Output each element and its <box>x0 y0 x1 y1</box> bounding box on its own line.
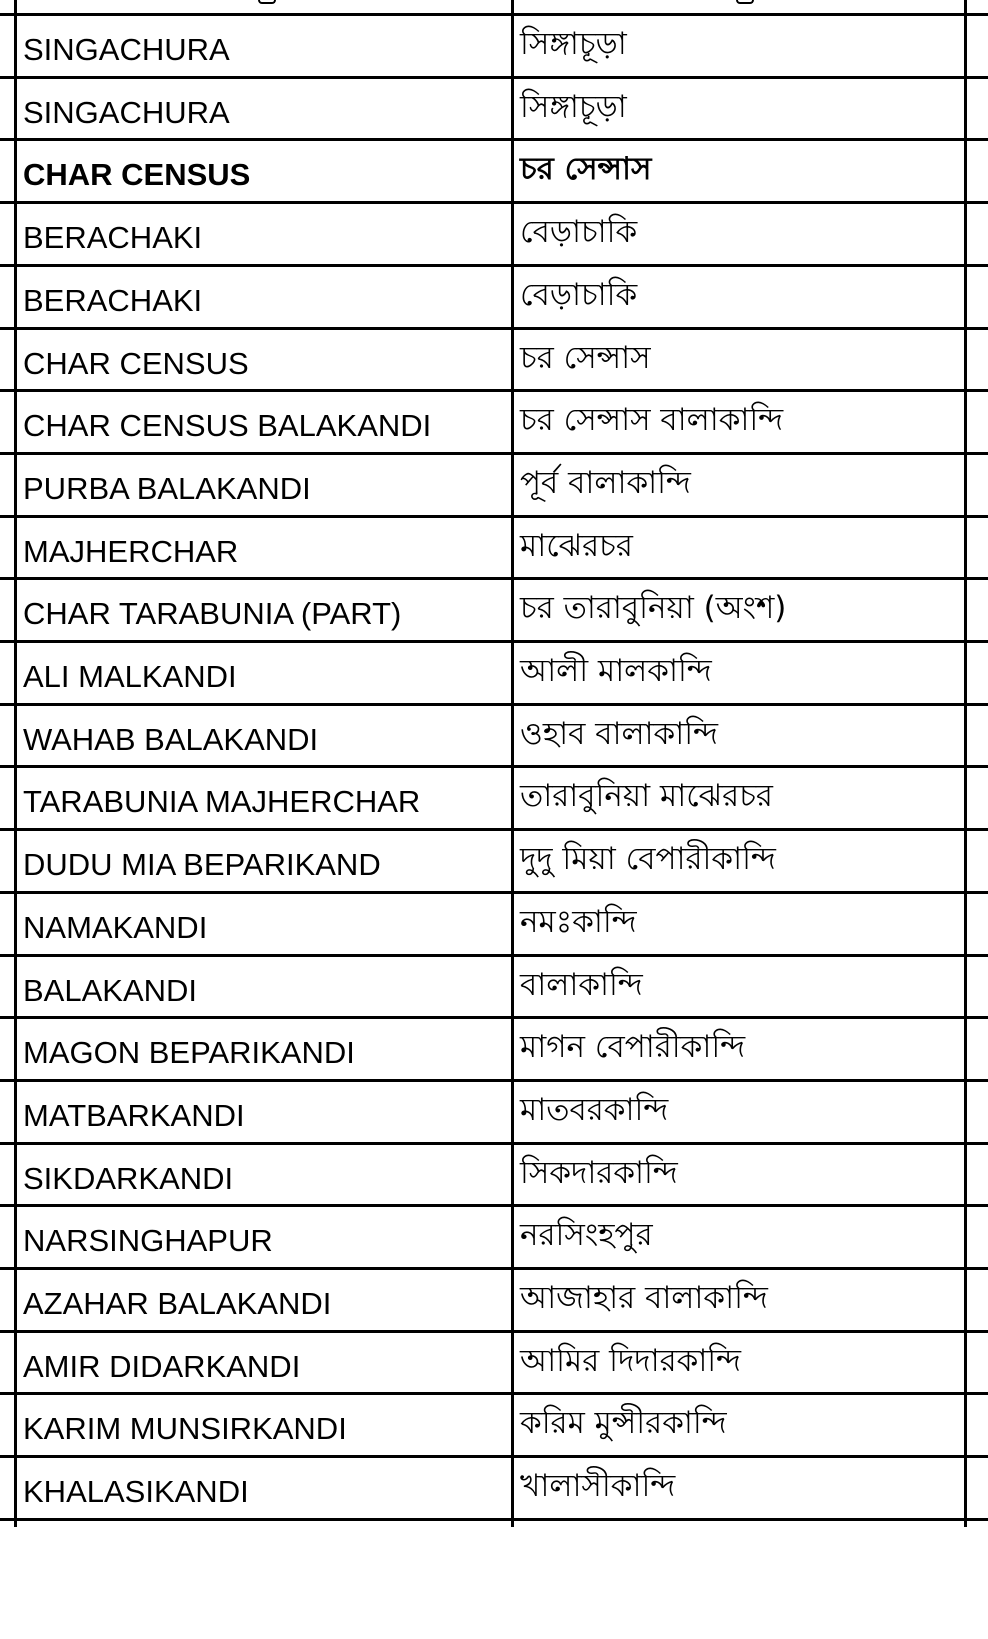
bengali-name-cell: মাতবরকান্দি <box>520 1091 669 1128</box>
table-row <box>0 1331 988 1394</box>
english-name-cell: KARIM MUNSIRKANDI <box>23 1411 347 1447</box>
english-name-cell: AZAHAR BALAKANDI <box>23 1286 332 1321</box>
english-name-cell: WAHAB BALAKANDI <box>23 721 319 757</box>
bengali-name-cell: চর তারাবুনিয়া (অংশ) <box>520 590 787 627</box>
table-row <box>0 203 988 266</box>
bengali-name-cell: তারাবুনিয়া মাঝেরচর <box>520 778 773 815</box>
table-row <box>0 1143 988 1206</box>
table-row <box>0 1269 988 1332</box>
bengali-name-cell: আলী মালকান্দি <box>520 653 712 689</box>
table-row <box>0 1018 988 1081</box>
table-row <box>0 516 988 579</box>
english-name-cell: CHAR CENSUS <box>23 345 249 381</box>
bengali-name-cell: মাগন বেপারীকান্দি <box>520 1029 746 1066</box>
table-row <box>0 767 988 830</box>
english-name-cell: BALAKANDI <box>23 972 198 1008</box>
english-name-cell: ALI MALKANDI <box>23 659 237 694</box>
bengali-name-cell: নরসিংহপুর <box>520 1217 653 1254</box>
bengali-name-cell: আজাহার বালাকান্দি <box>520 1280 768 1316</box>
english-name-cell: CHAR CENSUS BALAKANDI <box>23 408 432 444</box>
table-row <box>0 642 988 705</box>
english-name-cell: SINGACHURA <box>23 94 230 130</box>
table-row <box>0 830 988 893</box>
english-name-cell: CHAR TARABUNIA (PART) <box>23 596 402 632</box>
bengali-name-cell: দুদু মিয়া বেপারীকান্দি <box>520 841 776 878</box>
english-name-cell: CHAR CENSUS <box>23 157 251 193</box>
bengali-name-cell: নমঃকান্দি <box>520 903 637 940</box>
english-name-cell: BERACHAKI <box>23 220 203 256</box>
table-row <box>0 704 988 767</box>
table-row <box>0 15 988 78</box>
bengali-name-cell: বেড়াচাকি <box>520 276 638 313</box>
table-row <box>0 1080 988 1143</box>
english-name-cell: KHALASIKANDI <box>23 1474 249 1510</box>
bengali-name-cell: চর সেন্সাস বালাকান্দি <box>520 402 784 439</box>
table-row <box>0 77 988 140</box>
bengali-name-cell: করিম মুন্সীরকান্দি <box>520 1405 727 1442</box>
cut-off-header-mark-left <box>258 0 276 4</box>
table-row <box>0 453 988 516</box>
table-row-divider <box>0 1518 988 1521</box>
english-name-cell: DUDU MIA BEPARIKAND <box>23 847 381 883</box>
bengali-name-cell: পূর্ব বালাকান্দি <box>520 464 691 501</box>
english-name-cell: SIKDARKANDI <box>23 1160 234 1196</box>
bengali-name-cell: সিঙ্গাচূড়া <box>520 88 627 125</box>
bengali-name-cell: বেড়াচাকি <box>520 214 638 251</box>
table-row <box>0 1457 988 1520</box>
english-name-cell: AMIR DIDARKANDI <box>23 1348 301 1384</box>
bengali-name-cell: মাঝেরচর <box>520 527 633 564</box>
table-row <box>0 892 988 955</box>
bengali-name-cell: চর সেন্সাস <box>520 151 652 188</box>
bengali-name-cell: খালাসীকান্দি <box>520 1468 676 1505</box>
cut-off-header-mark-right <box>736 0 754 4</box>
english-name-cell: PURBA BALAKANDI <box>23 470 311 506</box>
bengali-name-cell: বালাকান্দি <box>520 966 643 1003</box>
table-row <box>0 1206 988 1269</box>
bengali-name-cell: আমির দিদারকান্দি <box>520 1342 742 1379</box>
bengali-name-cell: ওহাব বালাকান্দি <box>520 715 718 752</box>
english-name-cell: SINGACHURA <box>23 32 230 67</box>
table-row <box>0 391 988 454</box>
table-row <box>0 328 988 391</box>
english-name-cell: MAJHERCHAR <box>23 533 239 569</box>
english-name-cell: MAGON BEPARIKANDI <box>23 1035 355 1071</box>
table-row <box>0 140 988 203</box>
bengali-name-cell: চর সেন্সাস <box>520 339 651 376</box>
table-row <box>0 955 988 1018</box>
english-name-cell: NARSINGHAPUR <box>23 1223 273 1259</box>
bengali-name-cell: সিকদারকান্দি <box>520 1154 678 1191</box>
bengali-name-cell: সিঙ্গাচূড়া <box>520 26 627 62</box>
table-row <box>0 579 988 642</box>
table-row <box>0 265 988 328</box>
english-name-cell: NAMAKANDI <box>23 909 208 945</box>
english-name-cell: BERACHAKI <box>23 282 203 318</box>
english-name-cell: TARABUNIA MAJHERCHAR <box>23 784 421 820</box>
table-row <box>0 1394 988 1457</box>
english-name-cell: MATBARKANDI <box>23 1097 245 1133</box>
